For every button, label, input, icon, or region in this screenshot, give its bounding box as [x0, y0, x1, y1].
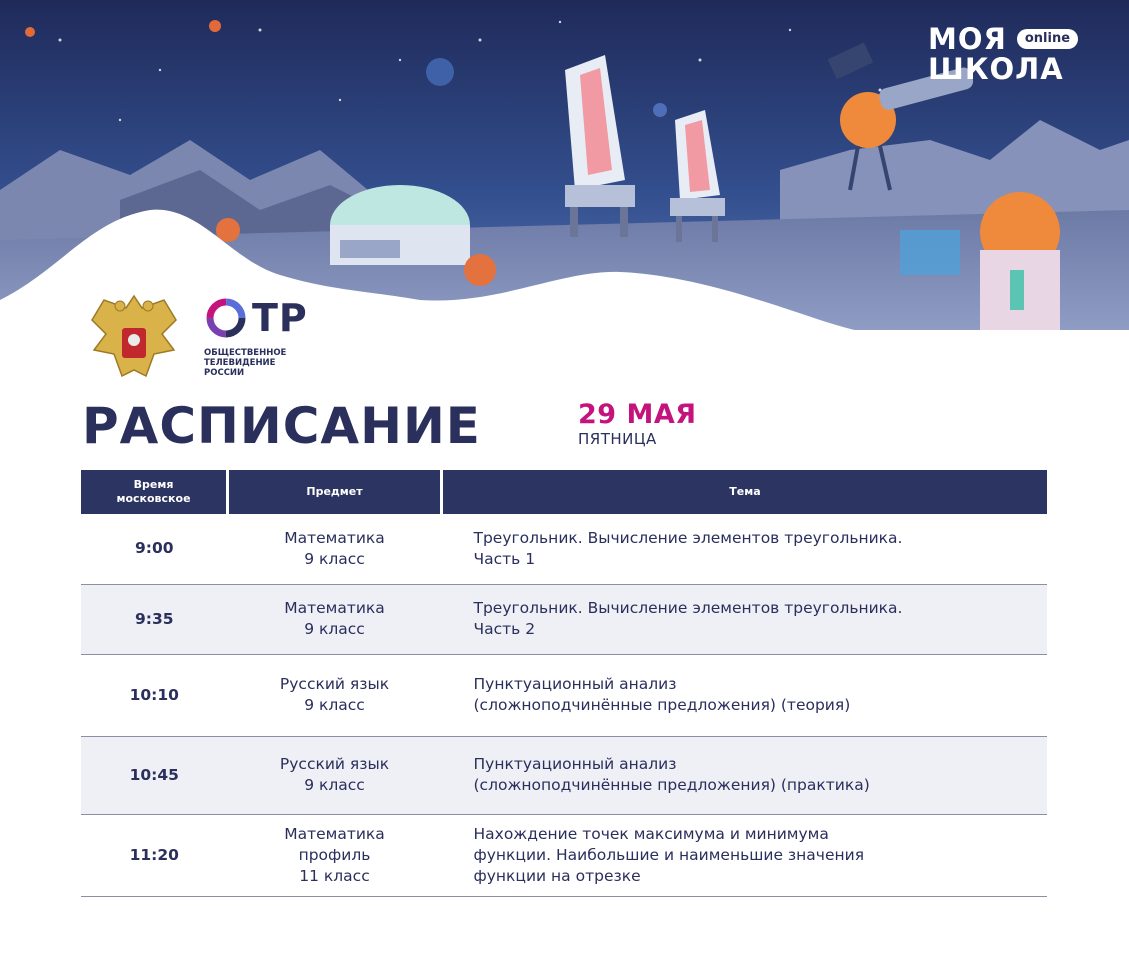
- subject-line: Математика: [284, 824, 385, 843]
- subject-line: 9 класс: [304, 549, 365, 568]
- row-time: 9:35: [81, 584, 228, 654]
- table-header-row: [81, 470, 1047, 514]
- table-row: [81, 514, 1047, 584]
- row-subject: [228, 584, 442, 654]
- otr-logo: [204, 294, 314, 378]
- otr-ring-icon: [204, 296, 248, 340]
- row-time: 9:00: [81, 514, 228, 584]
- subject-line: 9 класс: [304, 696, 365, 714]
- page-title: РАСПИСАНИЕ: [82, 397, 481, 455]
- row-subject: [228, 814, 442, 896]
- header-time: [81, 470, 228, 514]
- header-subject: Предмет: [228, 470, 442, 514]
- topic-line: Пунктуационный анализ: [473, 675, 677, 693]
- date-weekday: ПЯТНИЦА: [578, 430, 657, 448]
- otr-subtitle: ОБЩЕСТВЕННОЕ ТЕЛЕВИДЕНИЕ РОССИИ: [204, 348, 287, 378]
- otr-logo-text: ТР: [252, 296, 308, 340]
- topic-line: Часть 1: [473, 549, 536, 568]
- topic-line: Нахождение точек максимума и минимума: [473, 824, 829, 843]
- header-time-line2: московское: [116, 492, 191, 505]
- brand-line1: МОЯ: [928, 22, 1007, 56]
- header-time-line1: Время: [133, 478, 174, 491]
- subject-line: 9 класс: [304, 776, 365, 794]
- table-row: [81, 814, 1047, 896]
- row-time: 11:20: [81, 814, 228, 896]
- subject-line: Русский язык: [279, 755, 390, 773]
- date-block: [578, 400, 697, 448]
- date-day: 29 МАЯ: [578, 399, 697, 430]
- brand-online-badge: online: [1017, 29, 1078, 49]
- topic-line: (сложноподчинённые предложения) (практика): [473, 776, 870, 794]
- subject-line: 9 класс: [304, 620, 365, 638]
- row-subject: [228, 654, 442, 736]
- table-row: [81, 654, 1047, 736]
- row-topic: [442, 584, 1048, 654]
- row-topic: [442, 814, 1048, 896]
- table-row: [81, 736, 1047, 814]
- topic-line: функции. Наибольшие и наименьшие значения: [473, 845, 865, 864]
- subject-line: Математика: [284, 599, 385, 617]
- topic-line: функции на отрезке: [473, 866, 641, 885]
- schedule-table: [81, 470, 1047, 897]
- row-subject: [228, 736, 442, 814]
- topic-line: Треугольник. Вычисление элементов треугольника.: [473, 528, 903, 547]
- subject-line: Русский язык: [279, 675, 390, 693]
- subject-line: профиль: [298, 845, 371, 864]
- row-topic: [442, 654, 1048, 736]
- topic-line: Треугольник. Вычисление элементов треугольника.: [473, 599, 903, 617]
- row-topic: [442, 514, 1048, 584]
- row-topic: [442, 736, 1048, 814]
- topic-line: (сложноподчинённые предложения) (теория): [473, 696, 851, 714]
- moya-shkola-logo: [928, 24, 1078, 84]
- coat-of-arms-icon: [84, 290, 184, 386]
- topic-line: Пунктуационный анализ: [473, 755, 677, 773]
- row-subject: [228, 514, 442, 584]
- row-time: 10:10: [81, 654, 228, 736]
- table-row: [81, 584, 1047, 654]
- subject-line: 11 класс: [299, 866, 370, 885]
- topic-line: Часть 2: [473, 620, 536, 638]
- brand-line2: ШКОЛА: [928, 52, 1064, 86]
- header-topic: Тема: [442, 470, 1048, 514]
- row-time: 10:45: [81, 736, 228, 814]
- subject-line: Математика: [284, 528, 385, 547]
